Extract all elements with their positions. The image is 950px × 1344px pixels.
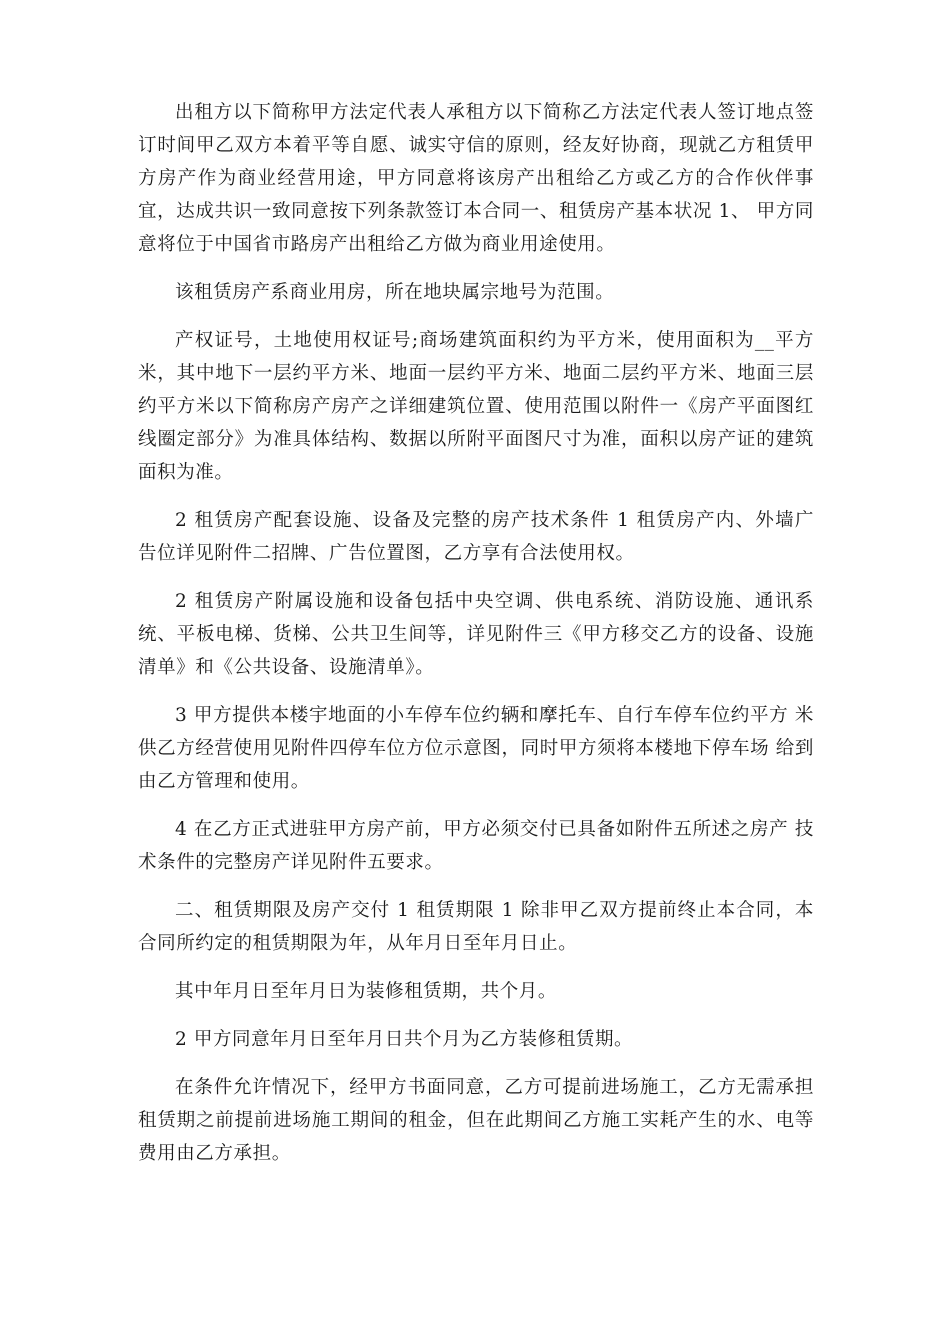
paragraph-11: 在条件允许情况下，经甲方书面同意，乙方可提前进场施工，乙方无需承担租赁期之前提前进场施工期间的租金，但在此期间乙方施工实耗产生的水、电等费用由乙方承担。 xyxy=(138,1077,814,1164)
paragraph-9: 其中年月日至年月日为装修租赁期，共个月。 xyxy=(175,981,558,1002)
paragraph-2: 该租赁房产系商业用房，所在地块属宗地号为范围。 xyxy=(175,282,615,303)
paragraph-1: 出租方以下简称甲方法定代表人承租方以下简称乙方法定代表人签订地点签订时间甲乙双方本着平等自愿、诚实守信的原则，经友好协商，现就乙方租赁甲方房产作为商业经营用途，甲方同意将该房产出租给乙方或乙方的合作伙伴事宜，达成共识一致同意按下列条款签订本合同一、租赁房产基本状况 1、 甲方同意将位于中国省市路房产出租给乙方做为商业用途使用。 xyxy=(138,102,814,255)
paragraph-3: 产权证号，土地使用权证号;商场建筑面积约为平方米，使用面积为__平方米，其中地下一层约平方米、地面一层约平方米、地面二层约平方米、地面三层约平方米以下简称房产房产之详细建筑位置、使用范围以附件一《房产平面图红线圈定部分》为准具体结构、数据以所附平面图尺寸为准，面积以房产证的建筑面积为准。 xyxy=(138,330,814,483)
paragraph-4: 2 租赁房产配套设施、设备及完整的房产技术条件 1 租赁房产内、外墙广 告位详见附件二招牌、广告位置图，乙方享有合法使用权。 xyxy=(138,510,814,564)
document-body xyxy=(138,96,814,1185)
paragraph-5: 2 租赁房产附属设施和设备包括中央空调、供电系统、消防设施、通讯系统、平板电梯、货梯、公共卫生间等，详见附件三《甲方移交乙方的设备、设施清单》和《公共设备、设施清单》。 xyxy=(138,591,814,678)
paragraph-8: 二、租赁期限及房产交付 1 租赁期限 1 除非甲乙双方提前终止本合同，本合同所约定的租赁期限为年，从年月日至年月日止。 xyxy=(138,900,814,954)
paragraph-10: 2 甲方同意年月日至年月日共个月为乙方装修租赁期。 xyxy=(175,1029,634,1050)
paragraph-6: 3 甲方提供本楼宇地面的小车停车位约辆和摩托车、自行车停车位约平方 米供乙方经营使用见附件四停车位方位示意图，同时甲方须将本楼地下停车场 给到由乙方管理和使用。 xyxy=(138,705,814,792)
paragraph-7: 4 在乙方正式进驻甲方房产前，甲方必须交付已具备如附件五所述之房产 技术条件的完整房产详见附件五要求。 xyxy=(138,819,814,873)
